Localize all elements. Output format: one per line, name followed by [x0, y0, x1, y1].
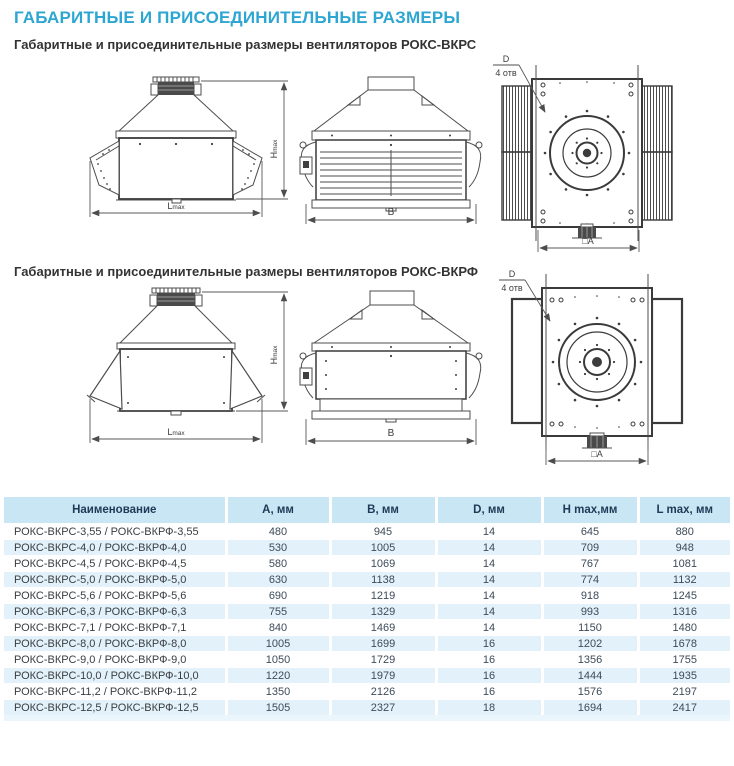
dimension-value-cell: 14 [436, 556, 542, 572]
column-header-lmax: L max, мм [638, 497, 730, 524]
side-louver-right [233, 141, 262, 195]
dimension-value-cell: 1005 [226, 636, 330, 652]
dimension-value-cell: 1979 [330, 668, 436, 684]
dimension-value-cell: 880 [638, 524, 730, 540]
table-row [4, 700, 730, 716]
louver-body [312, 140, 470, 211]
dimension-value-cell: 16 [436, 636, 542, 652]
dimension-value-cell: 16 [436, 652, 542, 668]
hmax-dimension-label: Hmax [269, 345, 279, 365]
vkrs-top-view-drawing [490, 52, 734, 258]
dimension-value-cell: 1699 [330, 636, 436, 652]
dimension-value-cell: 630 [226, 572, 330, 588]
dimension-value-cell: 1005 [330, 540, 436, 556]
table-row [4, 668, 730, 684]
dimension-value-cell: 1050 [226, 652, 330, 668]
model-name-cell: РОКС-ВКРС-3,55 / РОКС-ВКРФ-3,55 [4, 524, 226, 540]
dimension-value-cell: 2197 [638, 684, 730, 700]
table-row [4, 652, 730, 668]
fan-body [312, 351, 470, 422]
b-dimension-label: B [387, 207, 395, 218]
dimension-value-cell: 14 [436, 572, 542, 588]
table-row [4, 588, 730, 604]
vkrs-front-view-drawing [292, 54, 490, 254]
table-row [4, 556, 730, 572]
dimension-value-cell: 14 [436, 588, 542, 604]
dimension-value-cell: 16 [436, 668, 542, 684]
dimension-value-cell: 1081 [638, 556, 730, 572]
dimension-value-cell: 774 [542, 572, 638, 588]
side-flap-right [652, 299, 682, 423]
dimension-value-cell: 1469 [330, 620, 436, 636]
hood [312, 90, 470, 140]
dimensions-table-body [4, 524, 730, 716]
fan-body [117, 349, 235, 415]
dimension-value-cell: 645 [542, 524, 638, 540]
vkrf-side-view-drawing [0, 283, 292, 475]
section-heading-vkrs: Габаритные и присоединительные размеры вентиляторов РОКС-ВКРС [14, 37, 477, 52]
dimension-value-cell: 948 [638, 540, 730, 556]
table-row [4, 620, 730, 636]
model-name-cell: РОКС-ВКРС-8,0 / РОКС-ВКРФ-8,0 [4, 636, 226, 652]
dimension-value-cell: 945 [330, 524, 436, 540]
dimension-value-cell: 18 [436, 700, 542, 716]
dimension-value-cell: 1505 [226, 700, 330, 716]
dimension-value-cell: 1316 [638, 604, 730, 620]
dimension-value-cell: 2126 [330, 684, 436, 700]
model-name-cell: РОКС-ВКРС-11,2 / РОКС-ВКРФ-11,2 [4, 684, 226, 700]
dimension-value-cell: 480 [226, 524, 330, 540]
table-header-row [4, 497, 730, 524]
column-header-hmax: H max,мм [542, 497, 638, 524]
table-row [4, 684, 730, 700]
dimension-value-cell: 1245 [638, 588, 730, 604]
dimension-value-cell: 14 [436, 620, 542, 636]
table-row [4, 636, 730, 652]
table-row [4, 572, 730, 588]
dimension-value-cell: 1069 [330, 556, 436, 572]
model-name-cell: РОКС-ВКРС-4,0 / РОКС-ВКРФ-4,0 [4, 540, 226, 556]
vkrf-top-view-drawing [490, 269, 734, 467]
dimension-value-cell: 16 [436, 684, 542, 700]
dimension-value-cell: 1480 [638, 620, 730, 636]
hole-diameter-label: D [502, 54, 510, 64]
dimension-value-cell: 1576 [542, 684, 638, 700]
dimension-value-cell: 14 [436, 524, 542, 540]
dimension-value-cell: 709 [542, 540, 638, 556]
dimension-value-cell: 1138 [330, 572, 436, 588]
dimension-value-cell: 993 [542, 604, 638, 620]
hole-diameter-label: D [508, 269, 516, 279]
column-header-a: А, мм [226, 497, 330, 524]
dimension-value-cell: 1329 [330, 604, 436, 620]
side-flap-left [512, 299, 542, 423]
column-header-b: В, мм [330, 497, 436, 524]
dimension-value-cell: 840 [226, 620, 330, 636]
dimension-value-cell: 755 [226, 604, 330, 620]
dimension-value-cell: 14 [436, 540, 542, 556]
dimension-value-cell: 690 [226, 588, 330, 604]
square-a-dimension-label: □A [591, 449, 603, 459]
catalog-page [0, 8, 734, 721]
dimensions-table [4, 497, 730, 715]
hmax-dimension-label: Hmax [269, 139, 279, 159]
dimension-value-cell: 1694 [542, 700, 638, 716]
square-a-dimension-label: □A [582, 236, 594, 246]
page-title: ГАБАРИТНЫЕ И ПРИСОЕДИНИТЕЛЬНЫЕ РАЗМЕРЫ [14, 8, 461, 27]
dimension-value-cell: 767 [542, 556, 638, 572]
dimension-value-cell: 1356 [542, 652, 638, 668]
lmax-dimension-label: Lmax [167, 201, 185, 211]
support-leg-right [230, 351, 265, 409]
dimension-value-cell: 14 [436, 604, 542, 620]
louver-panel-left [502, 86, 532, 220]
dimension-value-cell: 1678 [638, 636, 730, 652]
vkrf-front-view-drawing [292, 283, 490, 475]
louver-panel-right [642, 86, 672, 220]
b-dimension [306, 419, 476, 445]
column-header-d: D, мм [436, 497, 542, 524]
hood [116, 95, 236, 138]
dimension-value-cell: 530 [226, 540, 330, 556]
fan-body [116, 138, 236, 203]
model-name-cell: РОКС-ВКРС-6,3 / РОКС-ВКРФ-6,3 [4, 604, 226, 620]
dimension-value-cell: 1935 [638, 668, 730, 684]
column-header-name: Наименование [4, 497, 226, 524]
dimension-value-cell: 1755 [638, 652, 730, 668]
support-leg-left [87, 351, 122, 409]
motor-assembly [151, 77, 201, 95]
switch-box [300, 368, 312, 385]
motor-assembly [150, 288, 202, 306]
dimension-value-cell: 1132 [638, 572, 730, 588]
dimension-value-cell: 2327 [330, 700, 436, 716]
dimension-value-cell: 1219 [330, 588, 436, 604]
vkrs-drawings [0, 54, 734, 258]
lmax-dimension-label: Lmax [167, 427, 185, 437]
dimension-value-cell: 918 [542, 588, 638, 604]
dimension-value-cell: 1150 [542, 620, 638, 636]
duct-stub [368, 77, 414, 90]
section-heading-vkrf: Габаритные и присоединительные размеры вентиляторов РОКС-ВКРФ [14, 264, 479, 279]
model-name-cell: РОКС-ВКРС-5,0 / РОКС-ВКРФ-5,0 [4, 572, 226, 588]
hood [312, 305, 470, 351]
model-name-cell: РОКС-ВКРС-4,5 / РОКС-ВКРФ-4,5 [4, 556, 226, 572]
table-bottom-strip [4, 715, 730, 721]
dimension-value-cell: 1202 [542, 636, 638, 652]
model-name-cell: РОКС-ВКРС-12,5 / РОКС-ВКРФ-12,5 [4, 700, 226, 716]
dimension-value-cell: 2417 [638, 700, 730, 716]
dimension-value-cell: 1729 [330, 652, 436, 668]
side-louver-left [90, 141, 119, 195]
vkrs-side-view-drawing [0, 54, 292, 254]
table-row [4, 524, 730, 540]
b-dimension-label: B [387, 428, 395, 439]
table-row [4, 540, 730, 556]
model-name-cell: РОКС-ВКРС-5,6 / РОКС-ВКРФ-5,6 [4, 588, 226, 604]
model-name-cell: РОКС-ВКРС-10,0 / РОКС-ВКРФ-10,0 [4, 668, 226, 684]
switch-box [300, 157, 312, 174]
model-name-cell: РОКС-ВКРС-7,1 / РОКС-ВКРФ-7,1 [4, 620, 226, 636]
dimension-value-cell: 1350 [226, 684, 330, 700]
dimension-value-cell: 1220 [226, 668, 330, 684]
table-row [4, 604, 730, 620]
duct-stub [370, 291, 414, 305]
dimension-value-cell: 1444 [542, 668, 638, 684]
dimension-value-cell: 580 [226, 556, 330, 572]
holes-count-label: 4 отв [495, 68, 517, 78]
holes-count-label: 4 отв [501, 283, 523, 293]
model-name-cell: РОКС-ВКРС-9,0 / РОКС-ВКРФ-9,0 [4, 652, 226, 668]
